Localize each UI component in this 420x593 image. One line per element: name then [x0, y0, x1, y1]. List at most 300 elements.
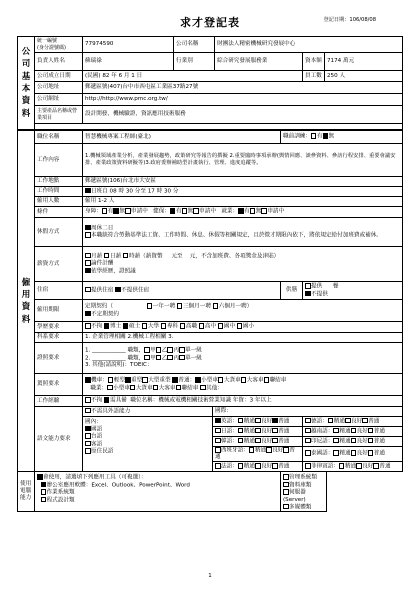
- hours-label: 工作時間: [35, 187, 83, 197]
- edu-4: 專科: [166, 323, 179, 330]
- drive-label: 駕照要求: [35, 374, 83, 396]
- salary-unit-2: 元，不含加班費、各項獎金及津貼）: [189, 253, 280, 260]
- term-year: 一年一聘: [152, 303, 176, 310]
- lang-l3-lv0[interactable]: [249, 447, 255, 453]
- exp-req: 需具備: [109, 397, 127, 404]
- edu-7: 國中: [223, 323, 236, 330]
- salary-hourly: 時薪（薪資幣: [128, 253, 163, 260]
- drive-bigheavy-cb[interactable]: [142, 377, 148, 383]
- cond-insurance-pending[interactable]: [193, 208, 199, 214]
- lang-r1-lv2[interactable]: [368, 428, 374, 434]
- cert1-a-label: 甲: [150, 347, 156, 354]
- cond-none-2: 無: [187, 208, 194, 215]
- lang-l0-lv1[interactable]: [255, 418, 261, 424]
- lang-l2-lv2[interactable]: [272, 438, 278, 444]
- lang-r4-lv1[interactable]: [356, 463, 362, 469]
- term-label: 僱用期限: [35, 300, 83, 322]
- computer-office-cb[interactable]: [41, 482, 47, 488]
- lang-l4-lv1-t: 良好: [261, 463, 273, 470]
- computer-mgmt-cb[interactable]: [283, 474, 289, 480]
- lang-r4-cb[interactable]: [305, 463, 311, 469]
- salary-daily-checkbox[interactable]: [104, 253, 110, 259]
- lang-dom-0: 國語: [91, 426, 103, 433]
- count-label: 僱用人數: [35, 197, 83, 207]
- condition-value: [83, 207, 403, 218]
- company-info-table: [17, 36, 403, 130]
- page-header: [0, 14, 420, 32]
- lang-l2-lv1[interactable]: [255, 438, 261, 444]
- cert2-c-label: 丙: [173, 355, 180, 361]
- job-title-value: 智慧機械專案工程師(臺北): [83, 131, 281, 144]
- job-title-label: 職位名稱: [35, 131, 83, 144]
- language-label: 語文能力要求: [35, 407, 83, 472]
- computer-prog-cb[interactable]: [41, 497, 47, 503]
- cert2-single-label: 單一級: [185, 355, 202, 361]
- salary-piece-checkbox[interactable]: [85, 260, 91, 266]
- meal-value: [303, 282, 403, 300]
- lang-r1-lv1-t: 良好: [356, 428, 368, 435]
- edu-2-checkbox[interactable]: [123, 323, 129, 329]
- lang-l4-cb[interactable]: [215, 463, 221, 469]
- drive-pro-small-cb[interactable]: [107, 385, 113, 391]
- salary-value: [83, 247, 403, 282]
- lang-l1-lv0[interactable]: [238, 428, 244, 434]
- edu-5: 高職: [185, 323, 198, 330]
- drive-pro-trailer-cb[interactable]: [176, 385, 182, 391]
- edu-4-checkbox[interactable]: [161, 323, 167, 329]
- training-label: 職前訓練：: [283, 133, 311, 140]
- lang-r1-lv1[interactable]: [351, 428, 357, 434]
- term-3m-checkbox[interactable]: [177, 303, 183, 309]
- tax-id-label: 統一編號 (身分證號碼): [35, 37, 83, 53]
- lang-row-4-right: [303, 462, 403, 472]
- edu-7-checkbox[interactable]: [218, 323, 224, 329]
- computer-os-cb[interactable]: [41, 489, 47, 495]
- lang-dom-2-cb[interactable]: [85, 441, 91, 447]
- cond-employment-no[interactable]: [250, 208, 256, 214]
- lodging-label: 住宿: [35, 282, 83, 300]
- training-yes-checkbox[interactable]: [311, 133, 317, 139]
- registration-date: 登記日期：106/08/08: [323, 17, 376, 23]
- major-value: 1. 企業管理相關 2.機械工程相關 3.: [83, 333, 403, 343]
- term-indefinite: 不定期契約: [91, 311, 119, 317]
- lang-r4-lv1-t: 良好: [362, 463, 374, 470]
- lang-l0-cb[interactable]: [215, 418, 221, 424]
- drive-heavy-cb[interactable]: [125, 377, 131, 383]
- address-value: 郵遞區號(407)台中市西屯區工業區37路27號: [83, 82, 403, 94]
- tax-id-value: 77974590: [83, 37, 174, 53]
- cond-employment-label: 就業：: [221, 208, 239, 215]
- content-label: 工作內容: [35, 144, 83, 177]
- lang-l2-lv1-t: 良好: [261, 438, 273, 445]
- computer-media: 多媒體類: [289, 504, 312, 511]
- education-value: [83, 322, 403, 333]
- cond-disability-yes[interactable]: [102, 208, 108, 214]
- cert2-b[interactable]: [156, 355, 162, 361]
- drive-trailer: 聯結車: [269, 377, 287, 384]
- spacer-row: [35, 124, 403, 130]
- lang-dom-1-cb[interactable]: [85, 433, 91, 439]
- cert-other: 3. 其他(請說明)：TOEIC：: [85, 361, 153, 368]
- lang-l1-lv1[interactable]: [255, 428, 261, 434]
- training-no-checkbox[interactable]: [323, 133, 329, 139]
- edu-6: 高中: [204, 323, 217, 330]
- cert2-a-label: 甲: [150, 355, 156, 361]
- lang-l0-lv2[interactable]: [272, 418, 278, 424]
- meal-none: 不提供: [311, 291, 328, 297]
- lang-l1-lv1-t: 良好: [261, 428, 273, 435]
- drive-truck-cb[interactable]: [218, 377, 224, 383]
- founded-label: 公司成立日期: [35, 71, 83, 82]
- edu-5-checkbox[interactable]: [180, 323, 186, 329]
- company-section-label: 公 司 基 本 資 料: [18, 37, 35, 130]
- hours-text: 日班自 08 時 30 分至 17 時 30 分: [91, 188, 179, 195]
- lang-l2-lv2-t: 普通: [278, 438, 290, 445]
- computer-label: 使用電腦能力: [18, 472, 35, 512]
- salary-experience-checkbox[interactable]: [85, 268, 91, 274]
- lang-dom-3-cb[interactable]: [85, 448, 91, 454]
- page-number: 1: [208, 573, 212, 579]
- edu-3-checkbox[interactable]: [142, 323, 148, 329]
- lang-r2-cb[interactable]: [305, 438, 311, 444]
- lang-row-2-left: [213, 437, 303, 447]
- training-field: [281, 131, 403, 144]
- meal-label: 供膳: [281, 282, 303, 300]
- job-section-label: 僱 用 資 料: [18, 131, 35, 472]
- cert2-single[interactable]: [179, 355, 185, 361]
- content-value: 1.機械領域產業分析，產業發展趨勢，政策研究等報告的撰擬 2.重要臨時事項承辦(輿情回應、談參資料、參訪行程安排、重要會議安排、產業政策資料研擬等)3.政府委辦補助型計畫執行、管理、進度追蹤等。: [83, 144, 403, 177]
- cert2-a[interactable]: [144, 355, 150, 361]
- job-info-table: [17, 130, 403, 512]
- lang-domestic-label: 國內：: [85, 419, 102, 425]
- lang-l0-lv0-t: 精通: [243, 418, 255, 425]
- salary-label: 薪資方式: [35, 247, 83, 282]
- lang-r4-lv0-t: 精通: [344, 463, 357, 470]
- cond-disability-label: 身障：: [85, 208, 102, 215]
- salary-hourly-checkbox[interactable]: [123, 253, 129, 259]
- salary-monthly-checkbox[interactable]: [85, 253, 91, 259]
- lang-l2-cb[interactable]: [215, 438, 221, 444]
- cond-employment-pending[interactable]: [261, 208, 267, 214]
- cert-line-2: 2. ____________ 職類，: [85, 355, 145, 361]
- lang-row-4-left: [213, 462, 303, 472]
- computer-office: 辦公室應用軟體：Excel、Outlook、PowerPoint、Word: [46, 482, 190, 489]
- drive-small: 小型車: [201, 377, 218, 384]
- cond-insurance-no[interactable]: [182, 208, 188, 214]
- company-name-value: 財團法人精密機械研究發展中心: [215, 37, 403, 53]
- lang-l0-lv0[interactable]: [238, 418, 244, 424]
- lang-r0: 德語：: [311, 418, 328, 425]
- place-label: 工作地點: [35, 177, 83, 187]
- lang-row-2-right: [303, 437, 403, 447]
- leave-description: 本職缺符合勞動基準法工資、工作時間、休息、休假等相關規定，且於徵才期限內依下，將依規定給付加班費或補休。: [91, 232, 382, 239]
- computer-db: 資料庫類: [289, 482, 312, 489]
- lang-l4-lv0[interactable]: [238, 463, 244, 469]
- cert2-b-label: 乙: [161, 355, 168, 361]
- lang-row-0-right: [303, 417, 403, 427]
- lang-r4-lv0[interactable]: [339, 463, 345, 469]
- computer-media-cb[interactable]: [283, 504, 289, 510]
- drive-trailer-cb[interactable]: [264, 377, 270, 383]
- meal-provide: 提供: [311, 283, 323, 290]
- lang-l4-lv1[interactable]: [255, 463, 261, 469]
- employees-value: 250 人: [325, 71, 403, 82]
- lang-dom-3: 原住民語: [91, 448, 114, 455]
- lang-r4: 菲律賓語：: [311, 463, 339, 470]
- cert-value: [83, 343, 403, 374]
- drive-pro-truck: 大貨車: [135, 385, 153, 391]
- computer-server: 伺服器(Server): [283, 489, 306, 503]
- lang-r0-lv2-t: 普通: [368, 418, 380, 425]
- website-label: 公司網址: [35, 94, 83, 106]
- lang-l1-lv0-t: 精通: [243, 428, 255, 435]
- lang-r2-lv2-t: 普通: [373, 438, 385, 445]
- cond-employment-yes[interactable]: [238, 208, 244, 214]
- lang-l4-lv0-t: 精通: [243, 463, 255, 470]
- leave-option: 周休二日: [91, 225, 114, 232]
- cond-insurance-yes[interactable]: [170, 208, 176, 214]
- drive-pro-trailer: 聯結車: [181, 385, 199, 391]
- lodging-value: [83, 282, 281, 300]
- drive-other-cb[interactable]: [200, 385, 206, 391]
- experience-value: [83, 396, 403, 407]
- count-value: 僱用 1-2 人: [83, 197, 403, 207]
- cert1-b[interactable]: [156, 347, 162, 353]
- drive-heavy: 重型: [131, 377, 143, 384]
- lang-l0: 英語：: [221, 418, 238, 425]
- salary-piece: 論件計酬: [91, 260, 114, 267]
- computer-mgmt: 管理系統類: [289, 474, 317, 481]
- lang-r2-lv0-t: 精通: [339, 438, 351, 445]
- lang-dom-0-cb[interactable]: [85, 426, 91, 432]
- drive-light-cb[interactable]: [108, 377, 114, 383]
- lodging-provide-checkbox[interactable]: [85, 287, 91, 293]
- drive-pro: 職業：: [90, 385, 108, 391]
- lang-l3-cb[interactable]: [215, 447, 221, 453]
- day-shift-checkbox[interactable]: [85, 188, 91, 194]
- salary-unit: 元至: [171, 253, 183, 260]
- drive-bus: 大客車: [246, 377, 264, 384]
- lang-dom-2: 客語: [91, 441, 103, 448]
- cond-none-1: 無: [119, 208, 126, 215]
- exp-none-checkbox[interactable]: [85, 397, 91, 403]
- computer-prog: 程式設計類: [46, 497, 75, 504]
- edu-8-checkbox[interactable]: [237, 323, 243, 329]
- drive-moto-checkbox[interactable]: [85, 377, 91, 383]
- lang-l4-lv2[interactable]: [272, 463, 278, 469]
- lang-row-3-left: [213, 447, 303, 462]
- lang-r3-lv0-t: 精通: [339, 450, 351, 457]
- lang-l3-lv1-t: 良好: [272, 447, 284, 454]
- cert1-a[interactable]: [144, 347, 150, 353]
- computer-server-cb[interactable]: [283, 489, 289, 495]
- meal-none-checkbox[interactable]: [305, 291, 311, 297]
- lodging-provide: 提供住宿: [91, 287, 114, 294]
- lang-r0-lv1[interactable]: [345, 418, 351, 424]
- cert-label: 證照要求: [35, 343, 83, 374]
- lang-r1: 越南語：: [311, 428, 334, 435]
- owner-value: 蘇瑞祿: [83, 53, 174, 71]
- lang-l0-lv2-t: 普通: [278, 418, 290, 425]
- term-fixed: 定期契約（: [85, 303, 113, 310]
- cert1-single-label: 單一級: [185, 347, 202, 354]
- products-value: 設計開發，機械驗證，資訊應用技術服務: [83, 106, 403, 124]
- lang-r2-lv1[interactable]: [351, 438, 357, 444]
- edu-0-checkbox[interactable]: [85, 323, 91, 329]
- address-label: 公司地址: [35, 82, 83, 94]
- hours-value: [83, 187, 403, 197]
- cond-with-1: 有: [107, 208, 114, 215]
- lang-r0-lv0[interactable]: [328, 418, 334, 424]
- industry-label: 行業別: [174, 53, 215, 71]
- lang-l0-lv1-t: 良好: [261, 418, 273, 425]
- edu-1: 博士: [109, 323, 122, 330]
- salary-daily: 日薪: [109, 253, 122, 260]
- lang-r3-lv1[interactable]: [351, 450, 357, 456]
- lang-none-checkbox[interactable]: [85, 408, 91, 414]
- lang-r3-lv2[interactable]: [368, 450, 374, 456]
- lang-r0-lv0-t: 精通: [333, 418, 345, 425]
- training-yes-label: 有: [316, 133, 323, 140]
- exp-none: 不拘: [91, 397, 103, 404]
- computer-os: 作業系統類: [46, 489, 75, 496]
- capital-value: 7174 萬元: [325, 53, 403, 71]
- website-value[interactable]: http://http://www.pmc.org.tw/: [83, 94, 403, 106]
- cond-suffix-3: 申請中: [267, 208, 285, 215]
- lang-l3-lv2-t: 普通: [215, 447, 295, 461]
- cert1-single[interactable]: [179, 347, 185, 353]
- lang-l4: 法語：: [221, 463, 238, 470]
- lang-row-3-right: [303, 447, 403, 462]
- term-year-checkbox[interactable]: [147, 303, 153, 309]
- lang-l4-lv2-t: 普通: [278, 463, 290, 470]
- lang-r2-lv1-t: 良好: [356, 438, 368, 445]
- company-name-label: 公司名稱: [174, 37, 215, 53]
- exp-req-checkbox[interactable]: [104, 397, 110, 403]
- edu-3: 大學: [147, 323, 160, 330]
- place-value: 郵遞區號(106)台北市大安區: [83, 177, 403, 187]
- condition-label: 條件: [35, 207, 83, 218]
- meal-word: 餐: [332, 283, 339, 290]
- drive-pro-small: 小型車: [113, 385, 130, 391]
- lang-r0-cb[interactable]: [305, 418, 311, 424]
- capital-label: 資本額: [303, 53, 325, 71]
- leave-compliance-checkbox[interactable]: [85, 232, 91, 238]
- lang-l1: 日語：: [221, 428, 238, 435]
- edu-0: 不拘: [91, 323, 103, 330]
- cond-insurance-label: 健保：: [153, 208, 170, 215]
- lang-r3-cb[interactable]: [305, 450, 311, 456]
- lang-r3-lv2-t: 普通: [373, 450, 385, 457]
- exp-detail: 職位名稱：機械或電機相關技術營業知識 年資：3 年以上: [130, 397, 272, 404]
- cond-disability-pending[interactable]: [125, 208, 131, 214]
- cert1-c-label: 丙: [173, 347, 180, 354]
- lang-l1-lv2[interactable]: [272, 428, 278, 434]
- edu-2: 碩士: [128, 323, 141, 330]
- lang-row-1-left: [213, 427, 303, 437]
- lang-l3: 西班牙語：: [221, 447, 249, 454]
- drive-moto: 機車：: [91, 377, 108, 384]
- lang-r3-lv1-t: 良好: [356, 450, 368, 457]
- lang-r1-lv2-t: 普通: [373, 428, 385, 435]
- drive-bus-cb[interactable]: [241, 377, 247, 383]
- drive-light: 輕型: [113, 377, 125, 384]
- drive-normal: 普通：: [178, 377, 196, 384]
- lang-l2-lv0-t: 精通: [243, 438, 255, 445]
- salary-monthly: 月薪: [91, 253, 103, 260]
- drive-small-cb[interactable]: [195, 377, 201, 383]
- form-title: 求才登記表: [180, 16, 240, 29]
- cond-none-3: 無: [255, 208, 262, 215]
- two-day-weekend-checkbox[interactable]: [85, 225, 91, 231]
- owner-label: 負責人姓名: [35, 53, 83, 71]
- computer-db-cb[interactable]: [283, 482, 289, 488]
- lang-row-0-left: [213, 417, 303, 427]
- drive-pro-truck-cb[interactable]: [130, 385, 136, 391]
- term-value: [83, 300, 403, 322]
- lang-domestic-cell: [83, 417, 213, 472]
- cond-with-2: 有: [175, 208, 182, 215]
- lang-r3: 泰國語：: [311, 450, 334, 457]
- leave-label: 休假方式: [35, 218, 83, 247]
- lang-r0-lv2[interactable]: [362, 418, 368, 424]
- lang-r2: 印尼語：: [311, 438, 334, 445]
- founded-value: (民國) 82 年 6 月 1 日: [83, 71, 303, 82]
- major-label: 科系要求: [35, 333, 83, 343]
- lang-r1-lv0-t: 精通: [339, 428, 351, 435]
- drive-pro-bus: 大客車: [158, 385, 176, 391]
- term-6m: 六個月一聘）: [218, 303, 253, 310]
- meal-provide-checkbox[interactable]: [305, 283, 311, 289]
- computer-left: [35, 472, 281, 512]
- lang-l3-lv1[interactable]: [266, 447, 272, 453]
- lodging-none-checkbox[interactable]: [115, 287, 121, 293]
- lang-intl-header: 國際：: [213, 407, 403, 417]
- lang-r1-cb[interactable]: [305, 428, 311, 434]
- computer-right: [281, 472, 327, 512]
- drive-value: [83, 374, 403, 396]
- lang-l1-cb[interactable]: [215, 428, 221, 434]
- lang-l1-lv2-t: 普通: [278, 428, 290, 435]
- computer-use-checkbox[interactable]: [37, 474, 43, 480]
- edu-1-checkbox[interactable]: [104, 323, 110, 329]
- experience-label: 工作經驗: [35, 396, 83, 407]
- drive-pro-bus-cb[interactable]: [153, 385, 159, 391]
- cert-line-1: 1. ____________ 職類，: [85, 347, 145, 354]
- lang-r0-lv1-t: 良好: [351, 418, 363, 425]
- salary-experience: 依學經歷，證照議: [91, 268, 136, 275]
- lang-l2: 韓語：: [221, 438, 238, 445]
- drive-bigheavy: 大型重型: [148, 377, 171, 384]
- products-label: 主要產品名稱或營業項目: [35, 106, 83, 124]
- lang-dom-1: 台語: [91, 433, 103, 440]
- lang-l2-lv0[interactable]: [238, 438, 244, 444]
- computer-desc: 會使用，請選填下列應用工具（可複選）：: [43, 474, 147, 481]
- lang-r2-lv2[interactable]: [368, 438, 374, 444]
- term-6m-checkbox[interactable]: [213, 303, 219, 309]
- lodging-none: 不提供住宿: [121, 287, 150, 294]
- edu-6-checkbox[interactable]: [199, 323, 205, 329]
- industry-value: 綜合研究發展服務業: [215, 53, 303, 71]
- cond-with-3: 有: [244, 208, 250, 215]
- lang-l3-lv0-t: 精通: [254, 447, 267, 454]
- term-indefinite-checkbox[interactable]: [85, 311, 91, 317]
- edu-8: 國小: [242, 323, 255, 330]
- term-3m: 三個月一聘: [182, 303, 211, 310]
- leave-value: [83, 218, 403, 247]
- lang-r4-lv2-t: 普通: [379, 463, 391, 470]
- cond-suffix-2: 申請中: [199, 208, 216, 215]
